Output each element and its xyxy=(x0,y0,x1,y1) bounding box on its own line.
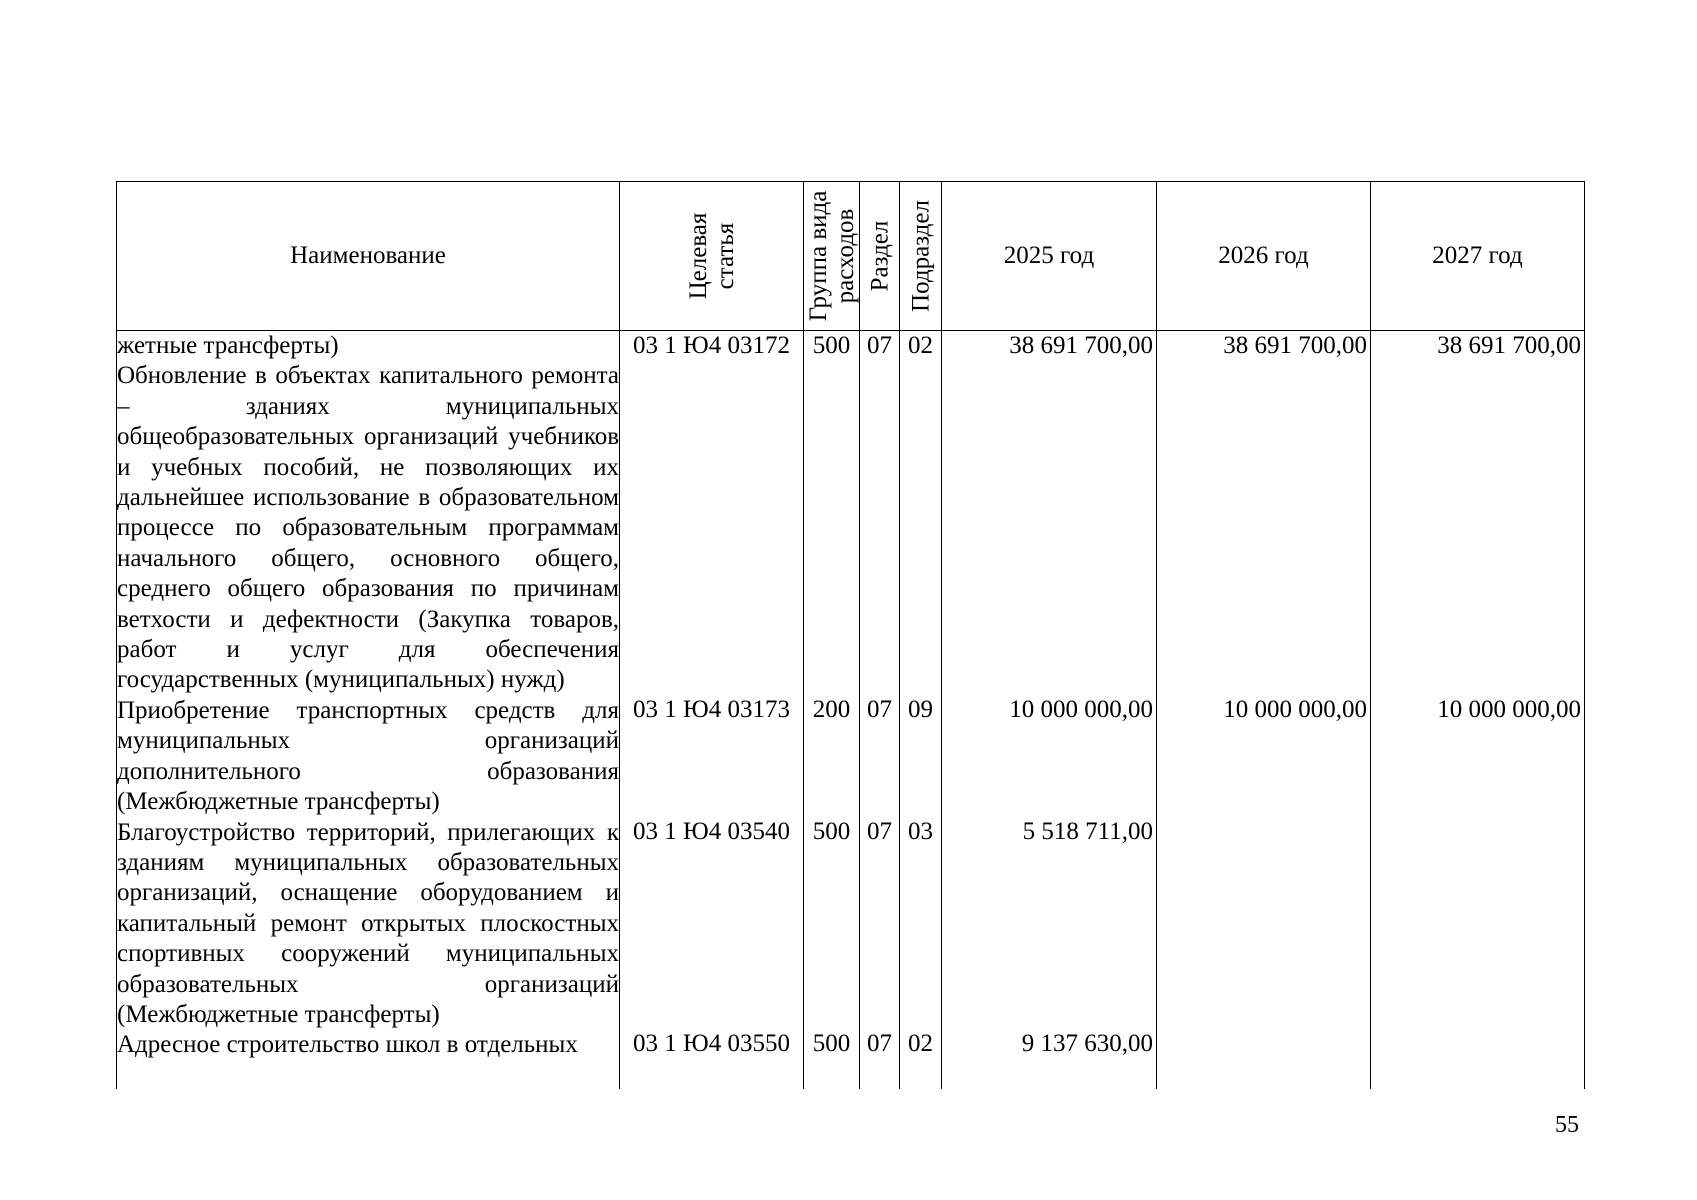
row-subsection: 02 xyxy=(908,1030,933,1058)
row-section: 07 xyxy=(867,332,892,359)
names-column xyxy=(117,331,620,1090)
y2025-column xyxy=(942,331,1157,1090)
group-column xyxy=(804,331,860,1090)
table-header-row xyxy=(117,182,1585,331)
row-group: 500 xyxy=(812,332,851,359)
row-amount-2027: 38 691 700,00 xyxy=(1437,332,1581,359)
row-group: 500 xyxy=(812,1030,851,1058)
row-subsection: 09 xyxy=(908,696,933,724)
header-section: Раздел xyxy=(860,182,900,331)
row-amount-2026: 10 000 000,00 xyxy=(1223,696,1367,724)
row-name: Благоустройство территорий, прилегающих к зданиям муниципальных образовательных организаций, оснащение оборудованием и капитальный ремонт открытых плоскостных спортивных сооружений муниципальных образовательных организаций (Межбюджетные трансферты) xyxy=(117,818,619,1028)
header-2026: 2026 год xyxy=(1157,182,1371,331)
y2027-column xyxy=(1371,331,1585,1090)
y2026-column xyxy=(1157,331,1371,1090)
row-article: 03 1 Ю4 03172 xyxy=(633,332,790,359)
header-2025: 2025 год xyxy=(942,182,1157,331)
row-name: жетные трансферты) xyxy=(117,332,339,359)
row-group: 200 xyxy=(812,696,851,724)
row-article: 03 1 Ю4 03540 xyxy=(633,817,790,845)
header-target-article: Целевая статья xyxy=(620,182,804,331)
row-amount-2025: 9 137 630,00 xyxy=(1021,1030,1153,1058)
budget-table xyxy=(116,181,1585,1089)
header-expense-group: Группа вида расходов xyxy=(804,182,860,331)
row-amount-2025: 38 691 700,00 xyxy=(1009,332,1153,359)
row-article: 03 1 Ю4 03173 xyxy=(633,696,790,724)
row-amount-2025: 10 000 000,00 xyxy=(1009,696,1153,724)
row-name: Приобретение транспортных средств для муниципальных организаций дополнительного образования (Межбюджетные трансферты) xyxy=(117,696,619,816)
row-section: 07 xyxy=(867,696,892,724)
subsection-column xyxy=(900,331,942,1090)
article-column xyxy=(620,331,804,1090)
page-number: 55 xyxy=(1555,1112,1579,1138)
row-name: Обновление в объектах капитального ремонта – зданиях муниципальных общеобразовательных организаций учебников и учебных пособий, не позволяющих их дальнейшее использование в образовательном процессе по образовательным программам начального общего, основного общего, среднего общего образования по причинам ветхости и дефектности (Закупка товаров, работ и услуг для обеспечения государственных (муниципальных) нужд) xyxy=(117,362,619,694)
row-section: 07 xyxy=(867,817,892,845)
row-article: 03 1 Ю4 03550 xyxy=(633,1030,790,1058)
row-amount-2027: 10 000 000,00 xyxy=(1437,696,1581,724)
header-subsection: Подраздел xyxy=(900,182,942,331)
row-amount-2026: 38 691 700,00 xyxy=(1223,332,1367,359)
row-amount-2025: 5 518 711,00 xyxy=(1022,817,1153,845)
row-group: 500 xyxy=(812,817,851,845)
header-name: Наименование xyxy=(117,182,620,331)
row-name: Адресное строительство школ в отдельных xyxy=(117,1031,578,1059)
row-subsection: 02 xyxy=(908,332,933,359)
header-2027: 2027 год xyxy=(1371,182,1585,331)
section-column xyxy=(860,331,900,1090)
row-subsection: 03 xyxy=(908,817,933,845)
table-body xyxy=(117,331,1585,1090)
row-section: 07 xyxy=(867,1030,892,1058)
